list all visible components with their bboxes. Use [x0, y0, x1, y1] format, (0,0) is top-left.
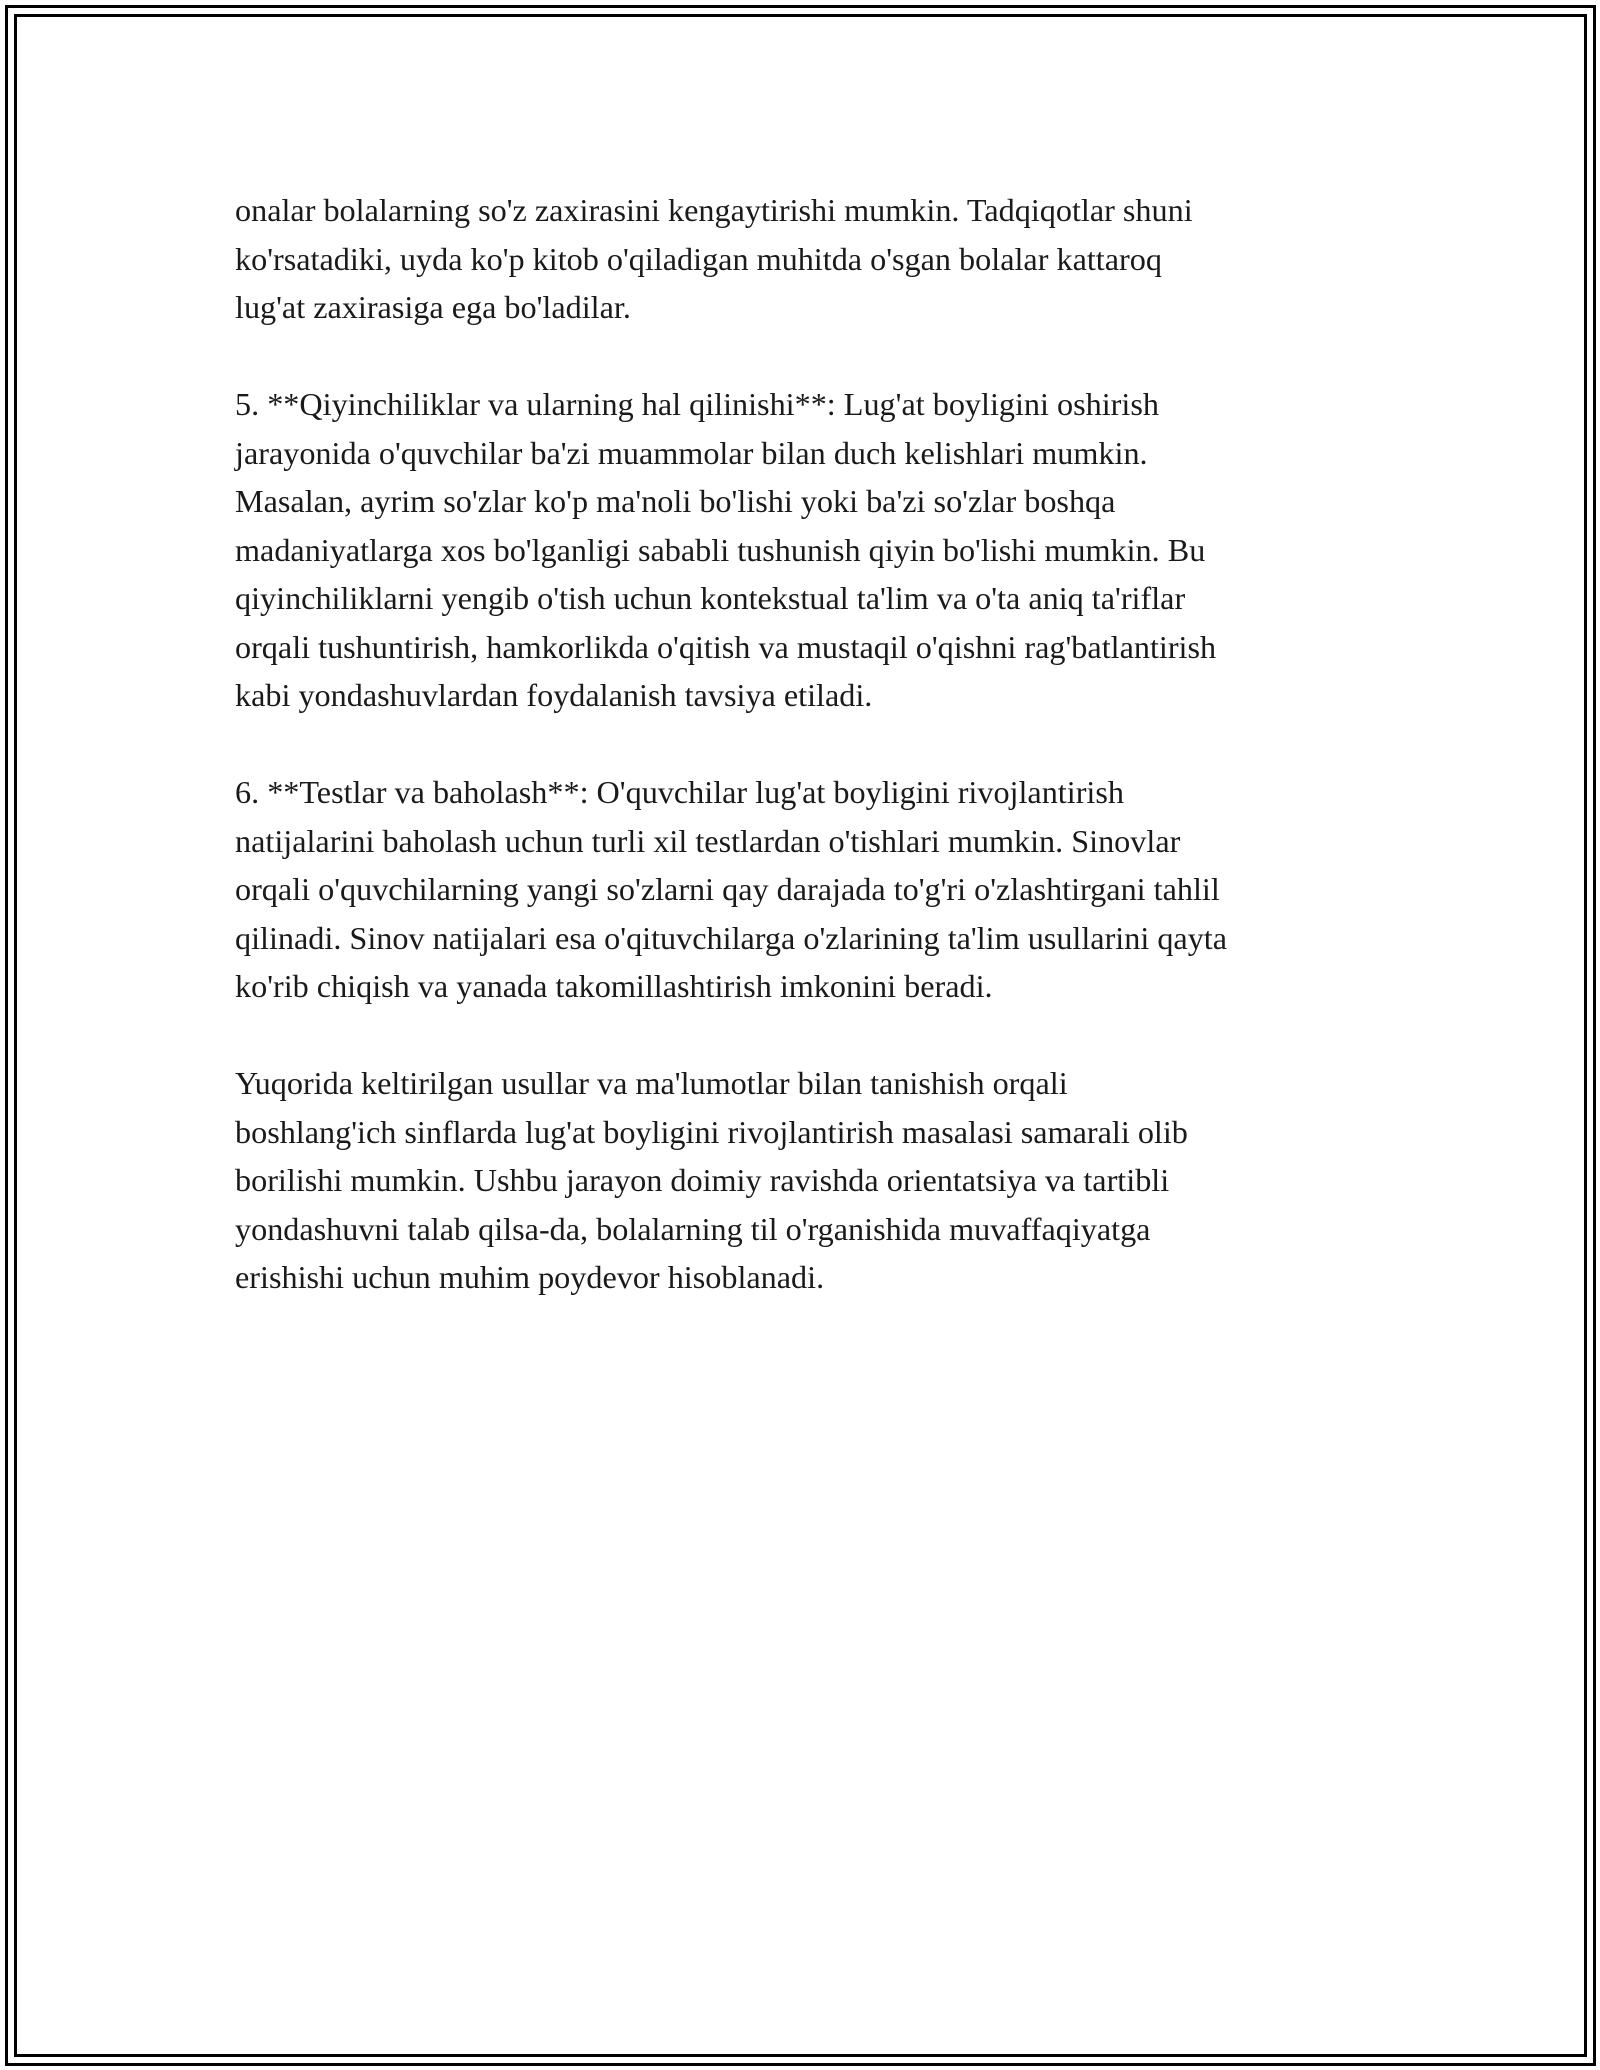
- text-line: qiyinchiliklarni yengib o'tish uchun kontekstual ta'lim va o'ta aniq ta'riflar: [235, 580, 1186, 616]
- text-line: 6. **Testlar va baholash**: O'quvchilar lug'at boyligini rivojlantirish: [235, 774, 1124, 810]
- text-line: erishishi uchun muhim poydevor hisoblanadi.: [235, 1259, 825, 1295]
- document-body: [235, 186, 1375, 1350]
- text-line: qilinadi. Sinov natijalari esa o'qituvchilarga o'zlarining ta'lim usullarini qayta: [235, 919, 1228, 956]
- text-line: jarayonida o'quvchilar ba'zi muammolar bilan duch kelishlari mumkin.: [235, 434, 1148, 471]
- text-line: orqali tushuntirish, hamkorlikda o'qitish va mustaqil o'qishni rag'batlantirish: [235, 628, 1217, 665]
- text-line: Masalan, ayrim so'zlar ko'p ma'noli bo'lishi yoki ba'zi so'zlar boshqa: [235, 483, 1116, 519]
- text-line: ko'rib chiqish va yanada takomillashtirish imkonini beradi.: [235, 968, 993, 1004]
- text-line: boshlang'ich sinflarda lug'at boyligini rivojlantirish masalasi samarali olib: [235, 1113, 1188, 1150]
- text-line: natijalarini baholash uchun turli xil testlardan o'tishlari mumkin. Sinovlar: [235, 822, 1181, 859]
- text-line: yondashuvni talab qilsa-da, bolalarning til o'rganishida muvaffaqiyatga: [235, 1210, 1151, 1247]
- text-line: orqali o'quvchilarning yangi so'zlarni qay darajada to'g'ri o'zlashtirgani tahlil: [235, 871, 1220, 907]
- text-line: lug'at zaxirasiga ega bo'ladilar.: [235, 289, 631, 325]
- text-line: kabi yondashuvlardan foydalanish tavsiya etiladi.: [235, 677, 873, 713]
- text-line: Yuqorida keltirilgan usullar va ma'lumotlar bilan tanishish orqali: [235, 1065, 1068, 1101]
- paragraph-continuation: [235, 186, 1375, 332]
- text-line: onalar bolalarning so'z zaxirasini kengaytirishi mumkin. Tadqiqotlar shuni: [235, 192, 1193, 228]
- paragraph-item-5: [235, 380, 1375, 720]
- paragraph-conclusion: [235, 1059, 1375, 1302]
- paragraph-item-6: [235, 768, 1375, 1011]
- text-line: 5. **Qiyinchiliklar va ularning hal qilinishi**: Lug'at boyligini oshirish: [235, 386, 1159, 422]
- text-line: madaniyatlarga xos bo'lganligi sababli tushunish qiyin bo'lishi mumkin. Bu: [235, 531, 1206, 568]
- text-line: ko'rsatadiki, uyda ko'p kitob o'qiladigan muhitda o'sgan bolalar kattaroq: [235, 240, 1162, 277]
- text-line: borilishi mumkin. Ushbu jarayon doimiy ravishda orientatsiya va tartibli: [235, 1162, 1170, 1198]
